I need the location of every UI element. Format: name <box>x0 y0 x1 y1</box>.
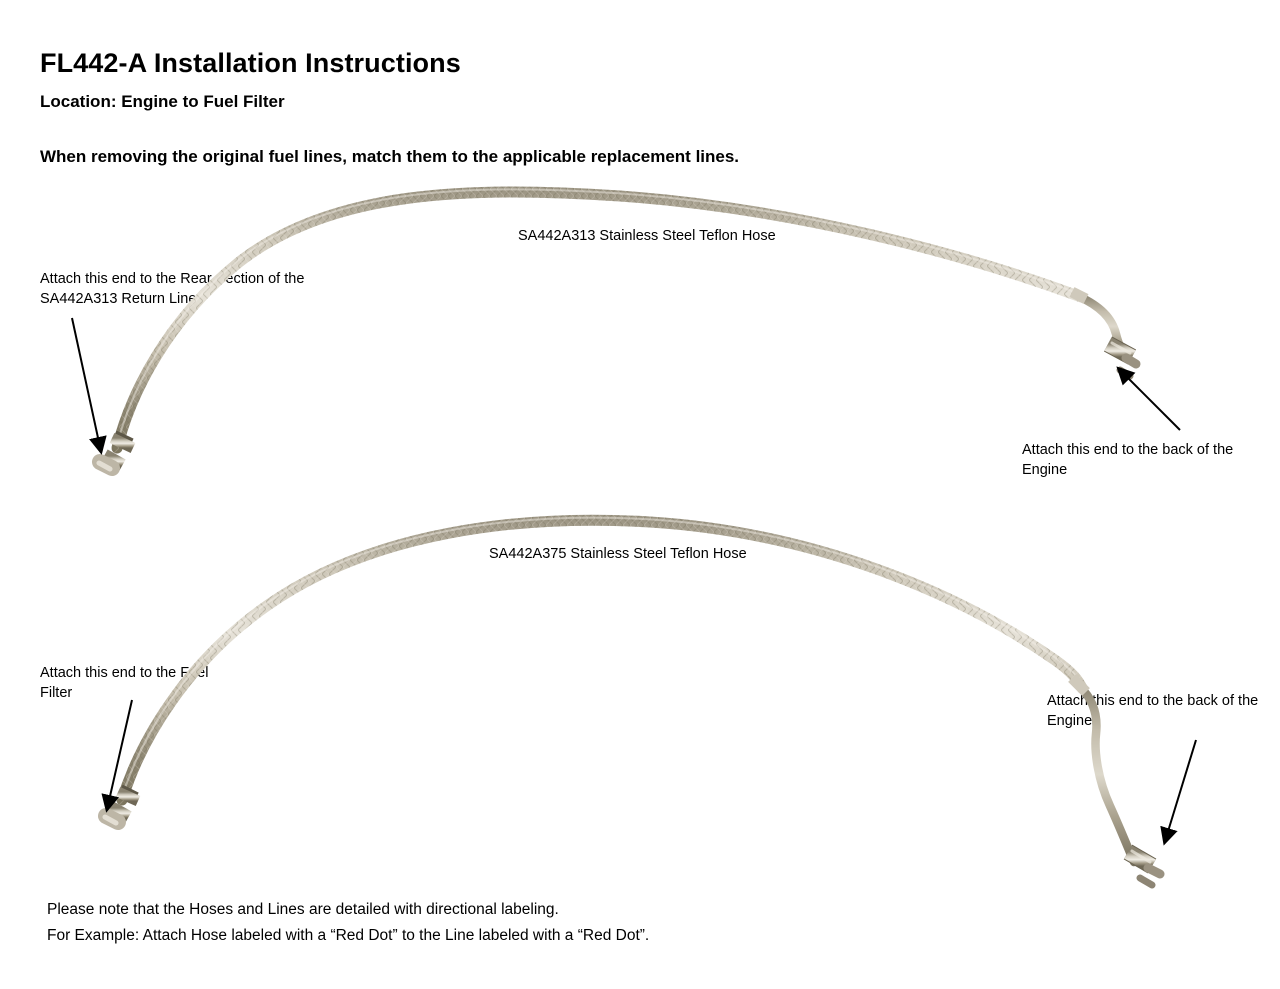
callout-hose1-left: Attach this end to the Rear Section of the SA442A313 Return Line <box>40 271 305 307</box>
callout-hose2-left: Attach this end to the Fuel Filter <box>40 665 209 701</box>
footer-note-line1: Please note that the Hoses and Lines are detailed with directional labeling. <box>47 901 559 918</box>
page-title: FL442-A Installation Instructions <box>40 48 461 78</box>
hose-label-sa442a313: SA442A313 Stainless Steel Teflon Hose <box>518 228 776 244</box>
hose2-right-fitting <box>1128 851 1160 885</box>
hose-assembly-2 <box>105 518 1160 885</box>
hose-label-sa442a375: SA442A375 Stainless Steel Teflon Hose <box>489 546 747 562</box>
arrow-hose1-left <box>72 318 100 447</box>
footer-note-line2: For Example: Attach Hose labeled with a “Red Dot” to the Line labeled with a “Red Dot”. <box>47 927 650 944</box>
hose2-left-fitting <box>105 790 138 823</box>
hose1-right-fitting <box>1108 343 1136 376</box>
braid-weave-2 <box>122 520 1082 800</box>
arrow-hose1-right <box>1122 372 1180 430</box>
hose1-right-tube <box>1072 292 1126 357</box>
hose1-left-fitting <box>99 436 133 469</box>
matching-instruction: When removing the original fuel lines, match them to the applicable replacement lines. <box>40 147 740 166</box>
arrow-hose2-right <box>1166 740 1196 838</box>
callout-hose2-right: Attach this end to the back of the Engine <box>1047 693 1259 729</box>
braided-hose-2 <box>122 520 1082 800</box>
arrow-hose2-left <box>108 700 132 805</box>
page-subtitle: Location: Engine to Fuel Filter <box>40 92 285 111</box>
callout-hose1-right: Attach this end to the back of the Engine <box>1022 442 1234 478</box>
